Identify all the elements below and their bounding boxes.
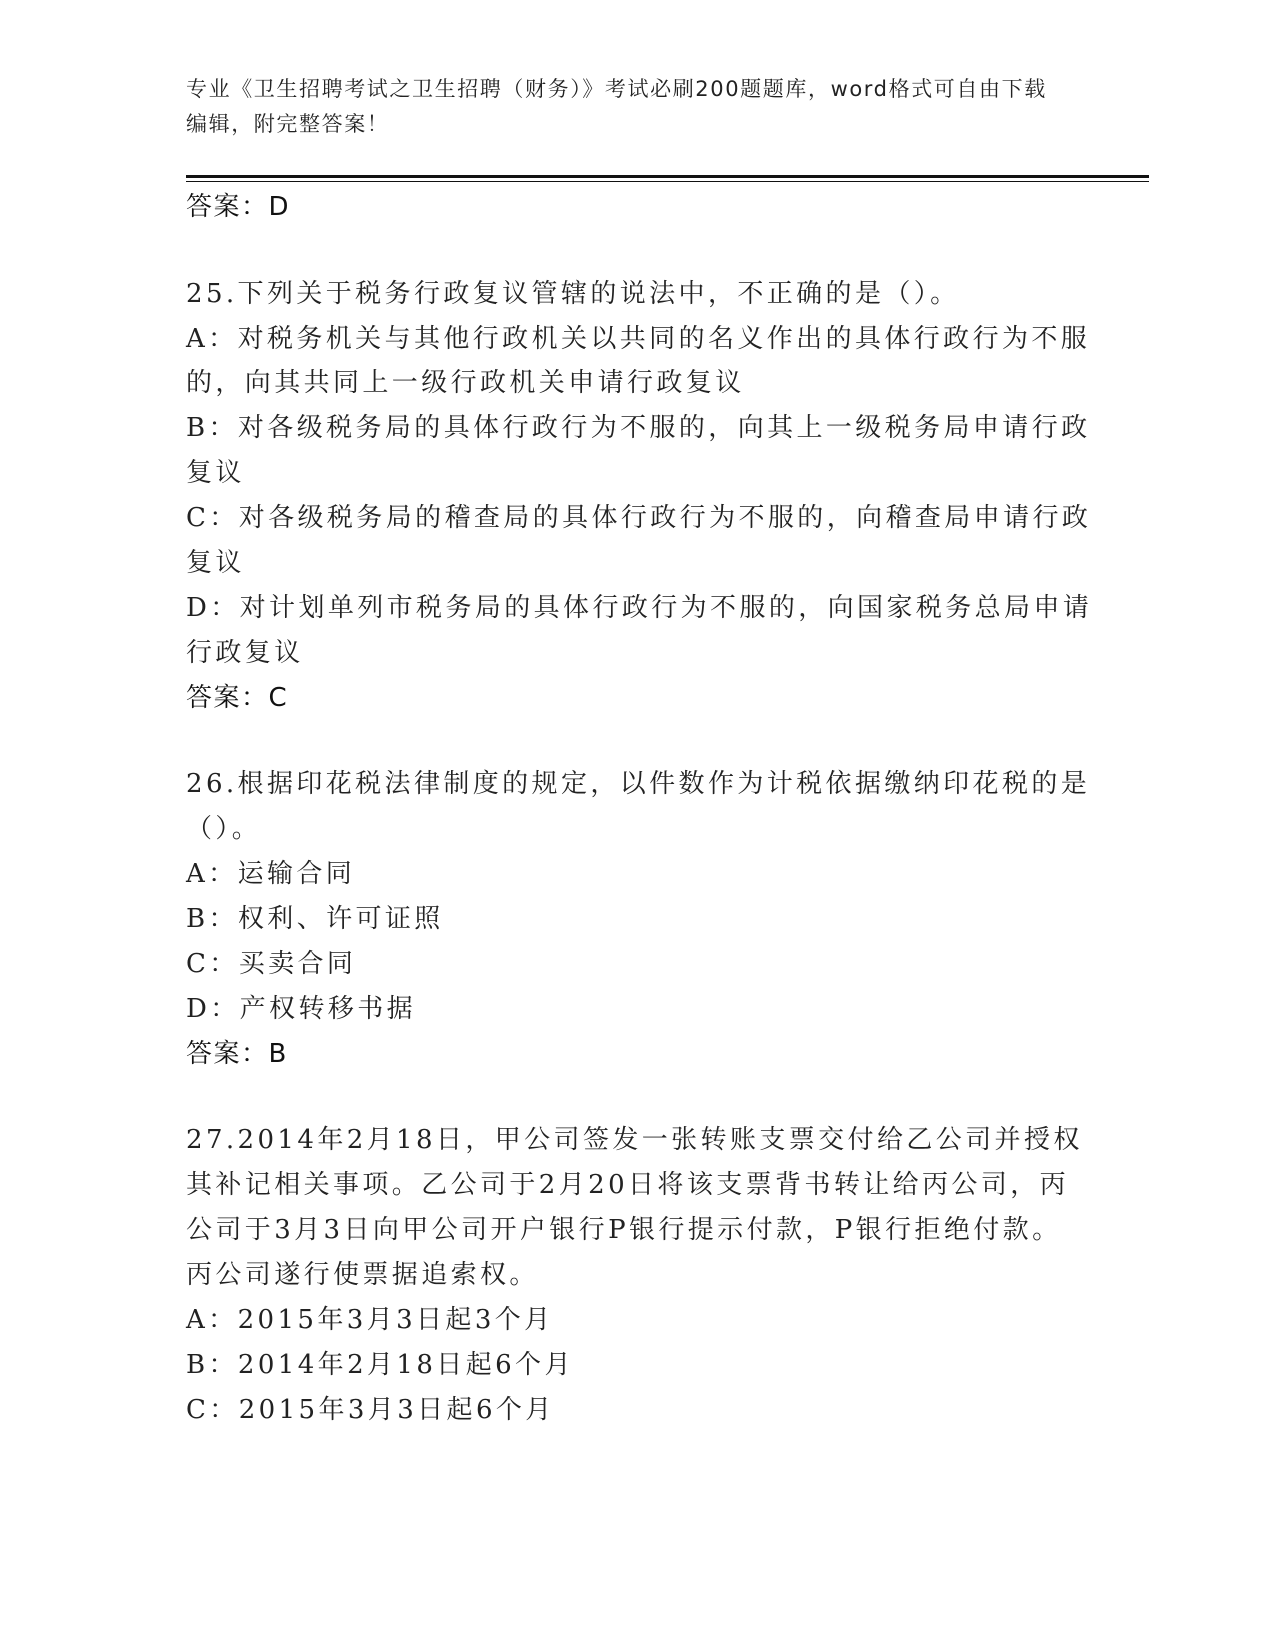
- question-27-option-c: C：2015年3月3日起6个月: [186, 1395, 555, 1425]
- question-25-option-a-line1: A：对税务机关与其他行政机关以共同的名义作出的具体行政行为不服: [186, 324, 1091, 354]
- question-25-stem: 25.下列关于税务行政复议管辖的说法中，不正确的是（）。: [186, 279, 960, 309]
- question-26-option-a: A：运输合同: [186, 859, 356, 889]
- question-27-stem-line4: 丙公司遂行使票据追索权。: [186, 1260, 539, 1290]
- question-25-option-b-line2: 复议: [186, 458, 245, 488]
- question-25-option-d-line1: D：对计划单列市税务局的具体行政行为不服的，向国家税务总局申请: [186, 593, 1093, 623]
- header-divider-thin: [186, 181, 1149, 182]
- question-25-option-d-line2: 行政复议: [186, 638, 304, 668]
- question-26-stem-line1: 26.根据印花税法律制度的规定，以件数作为计税依据缴纳印花税的是: [186, 769, 1091, 799]
- question-26-option-b: B：权利、许可证照: [186, 904, 444, 934]
- question-27-stem-line2: 其补记相关事项。乙公司于2月20日将该支票背书转让给丙公司，丙: [186, 1170, 1070, 1200]
- question-26-option-c: C：买卖合同: [186, 949, 357, 979]
- question-26-stem-line2: （）。: [186, 814, 262, 844]
- question-27-stem-line1: 27.2014年2月18日，甲公司签发一张转账支票交付给乙公司并授权: [186, 1125, 1083, 1155]
- question-25-option-a-line2: 的，向其共同上一级行政机关申请行政复议: [186, 368, 745, 398]
- question-26-option-d: D：产权转移书据: [186, 994, 417, 1024]
- answer-q25: 答案：C: [186, 683, 289, 713]
- question-25-option-c-line1: C：对各级税务局的稽查局的具体行政行为不服的，向稽查局申请行政: [186, 503, 1092, 533]
- answer-q26: 答案：B: [186, 1039, 288, 1069]
- question-27-option-a: A：2015年3月3日起3个月: [186, 1305, 554, 1335]
- question-27-stem-line3: 公司于3月3日向甲公司开户银行P银行提示付款，P银行拒绝付款。: [186, 1215, 1062, 1245]
- header-divider-thick: [186, 175, 1149, 178]
- question-25-option-c-line2: 复议: [186, 548, 245, 578]
- answer-q24: 答案：D: [186, 192, 291, 222]
- question-25-option-b-line1: B：对各级税务局的具体行政行为不服的，向其上一级税务局申请行政: [186, 413, 1091, 443]
- document-header: 专业《卫生招聘考试之卫生招聘（财务）》考试必刷200题题库，word格式可自由下载编辑，附完整答案！: [186, 77, 1047, 136]
- question-27-option-b: B：2014年2月18日起6个月: [186, 1350, 574, 1380]
